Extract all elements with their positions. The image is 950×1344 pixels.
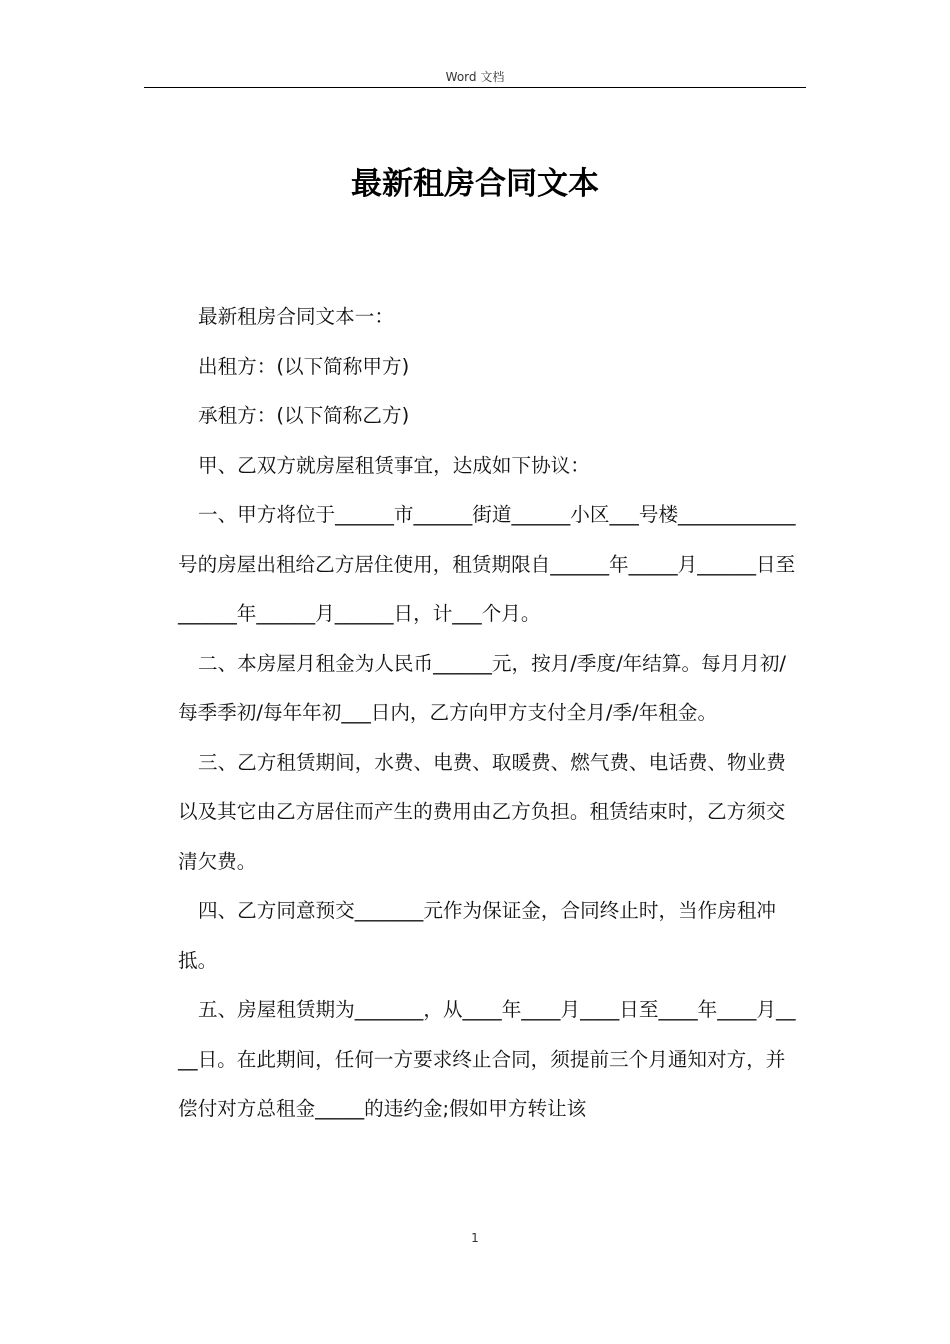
paragraph: 三、乙方租赁期间，水费、电费、取暖费、燃气费、电话费、物业费以及其它由乙方居住而产生的费用由乙方负担。租赁结束时，乙方须交清欠费。	[178, 750, 786, 873]
paragraph: 一、甲方将位于______市______街道______小区___号楼____________号的房屋出租给乙方居住使用，租赁期限自______年_____月______日至______年______月______日，计___个月。	[178, 503, 796, 625]
paragraph: 甲、乙双方就房屋租赁事宜，达成如下协议：	[198, 453, 590, 477]
document-body	[178, 292, 802, 1134]
page-header: Word 文档	[445, 70, 505, 84]
paragraph: 二、本房屋月租金为人民币______元，按月/季度/年结算。每月月初/每季季初/每年年初___日内，乙方向甲方支付全月/季/年租金。	[178, 651, 787, 724]
paragraph: 四、乙方同意预交_______元作为保证金，合同终止时，当作房租冲抵。	[178, 899, 777, 972]
paragraph: 承租方：(以下简称乙方)	[198, 404, 410, 427]
header-rule	[144, 87, 806, 88]
paragraph: 最新租房合同文本一：	[198, 305, 394, 328]
page-number: 1	[471, 1231, 479, 1245]
paragraph: 五、房屋租赁期为_______，从____年____月____日至____年____月____日。在此期间，任何一方要求终止合同，须提前三个月通知对方，并偿付对方总租金_____的违约金;假如甲方转让该	[178, 998, 796, 1120]
document-title: 最新租房合同文本	[351, 166, 599, 202]
paragraph: 出租方：(以下简称甲方)	[198, 354, 410, 378]
